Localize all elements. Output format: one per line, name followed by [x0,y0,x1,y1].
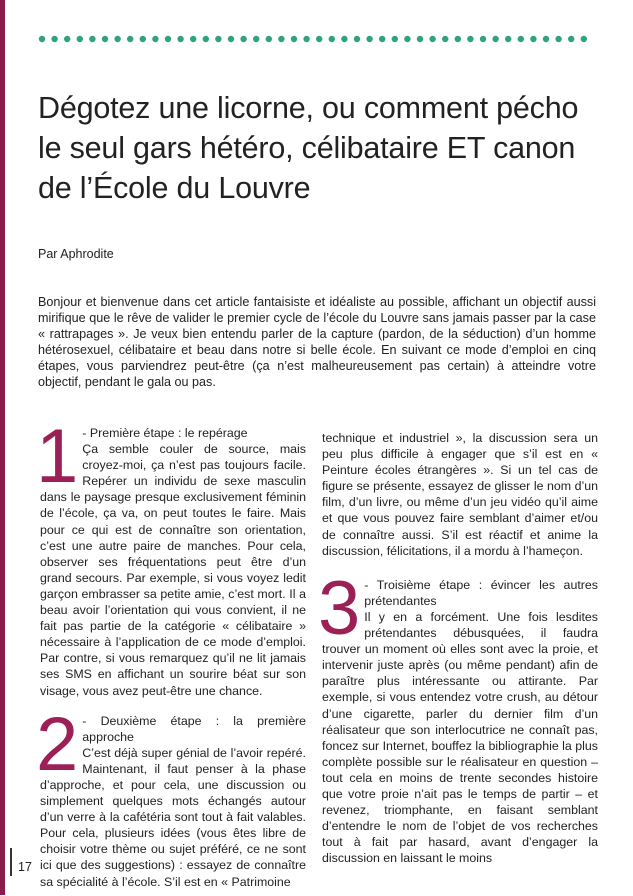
rule-dot [64,36,70,42]
rule-dot [152,36,158,42]
article-intro: Bonjour et bienvenue dans cet article fantaisiste et idéaliste au possible, affichant un objectif aussi mirifique que le rêve de valider le premier cycle de l’école du Louvre sans jamais passer par la case « rattrapages ». Je veux bien entendu parler de la capture (pardon, de la séduction) d’un homme hétérosexuel, célibataire et beau dans notre si belle école. En suivant ce mode d’emploi en cinq étapes, vous parviendrez peut-être (ça n’est malheureusement pas certain) à atteindre votre objectif, pendant le gala ou pas. [38,295,596,389]
page-edge-bar [0,0,5,895]
rule-dot [505,36,511,42]
rule-dot [291,36,297,42]
step-2-body-continued: technique et industriel », la discussion sera un peu plus difficile à engager que s’il est en « Peinture écoles étrangères ». Si un tel cas de figure se présente, essayez de glisser le nom d’un film, d’un livre, ou même d’un jeu vidéo qu’il aime et que vous pouvez faire semblant d’aimer et/ou de connaître aussi. S’il est réactif et anime la discussion, félicitations, il a mordu à l’hameçon. [322,431,598,558]
dot-rule-svg [38,35,598,43]
step-1-heading: - Première étape : le repérage [82,426,248,440]
rule-dot [215,36,221,42]
rule-dot [379,36,385,42]
rule-dot [492,36,498,42]
rule-dot [518,36,524,42]
rule-dot [543,36,549,42]
rule-dot [467,36,473,42]
step-3-body: Il y en a forcément. Une fois lesdites prétendantes débusquées, il faudra trouver un moment où elles sont avec la proie, et intervenir juste après (ou même pendant) afin de paraître plus intéressante ou attirante. Par exemple, si vous entendez votre crush, au détour d’une cigarette, parler du dernier film d’un réalisateur que son interlocutrice ne connaît pas, foncez sur Internet, bouffez la bibliographie la plus complète possible sur le réalisateur en question – tout cela en moins de trente secondes histoire que votre proie n’ait pas le temps de partir – et revenez, triomphante, en faisant semblant d’entendre le nom de l’objet de vos recherches tout à fait par hasard, avant d’engager la discussion en laissant le moins [322,609,598,866]
rule-dot [530,36,536,42]
rule-dot [366,36,372,42]
rule-dot [177,36,183,42]
rule-dot [354,36,360,42]
rule-dot [203,36,209,42]
rule-dot [190,36,196,42]
rule-dot [253,36,259,42]
rule-dot [102,36,108,42]
article-title: Dégotez une licorne, ou comment pécho le seul gars hétéro, célibataire ET canon de l’École du Louvre [38,91,579,205]
rule-dot [303,36,309,42]
section-step-2 [36,701,306,890]
rule-dot [228,36,234,42]
rule-dot [39,36,45,42]
dropcap-3: 3 [318,565,361,651]
rule-dot [77,36,83,42]
rule-dot [127,36,133,42]
column-left [36,414,306,896]
rule-dot [480,36,486,42]
rule-dot [316,36,322,42]
section-step-1 [36,414,306,699]
decorative-dot-rule [38,35,598,43]
rule-dot [404,36,410,42]
rule-dot [329,36,335,42]
dropcap-1: 1 [36,414,79,499]
step-1-body: Ça semble couler de source, mais croyez-moi, ça n’est pas toujours facile. Repérer un individu de sexe masculin dans le paysage presque exclusivement féminin de l’école, ça va, on peut toutes le faire. Mais pour ce qui est de connaître son orientation, c’est une autre paire de manches. Pour cela, observer ses fréquentations peut être d’un grand secours. Par exemple, si vous voyez ledit garçon embrasser sa petite amie, c’est mort. Il a beau avoir l’orientation qui vous convient, il ne fait pas partie de la catégorie « célibataire » nécessaire à l’application de ce mode d’emploi. Par contre, si vous remarquez qu’il ne lit jamais ses SMS en affichant un sourire béat sur son visage, vous avez peut-être une chance. [40,442,306,698]
page-number: 17 [18,860,32,874]
column-right [318,430,598,872]
rule-dot [417,36,423,42]
rule-dot [89,36,95,42]
rule-dot [429,36,435,42]
rule-dot [51,36,57,42]
page-number-tick [10,848,12,876]
step-2-body: C’est déjà super génial de l’avoir repéré. Maintenant, il faut penser à la phase d’approche, et pour cela, une discussion ou simplement quelques mots échangés autour d’un verre à la cafétéria sont tout à fait valables. Pour cela, plusieurs idées (vous êtes libre de choisir votre thème ou sujet préféré, ce ne sont ici que des suggestions) : essayez de connaître sa spécialité à l’école. S’il est en « Patrimoine [40,745,306,889]
step-2-heading: - Deuxième étape : la première approche [82,713,306,744]
rule-dot [165,36,171,42]
rule-dot [581,36,587,42]
rule-dot [140,36,146,42]
dropcap-2: 2 [36,701,79,787]
rule-dot [240,36,246,42]
rule-dot [392,36,398,42]
section-step-3 [318,565,598,867]
rule-dot [555,36,561,42]
rule-dot [266,36,272,42]
rule-dot [442,36,448,42]
article-author: Par Aphrodite [38,247,114,261]
step-3-heading: - Troisième étape : évincer les autres prétendantes [364,577,598,608]
rule-dot [341,36,347,42]
rule-dot [568,36,574,42]
rule-dot [114,36,120,42]
rule-dot [278,36,284,42]
rule-dot [455,36,461,42]
